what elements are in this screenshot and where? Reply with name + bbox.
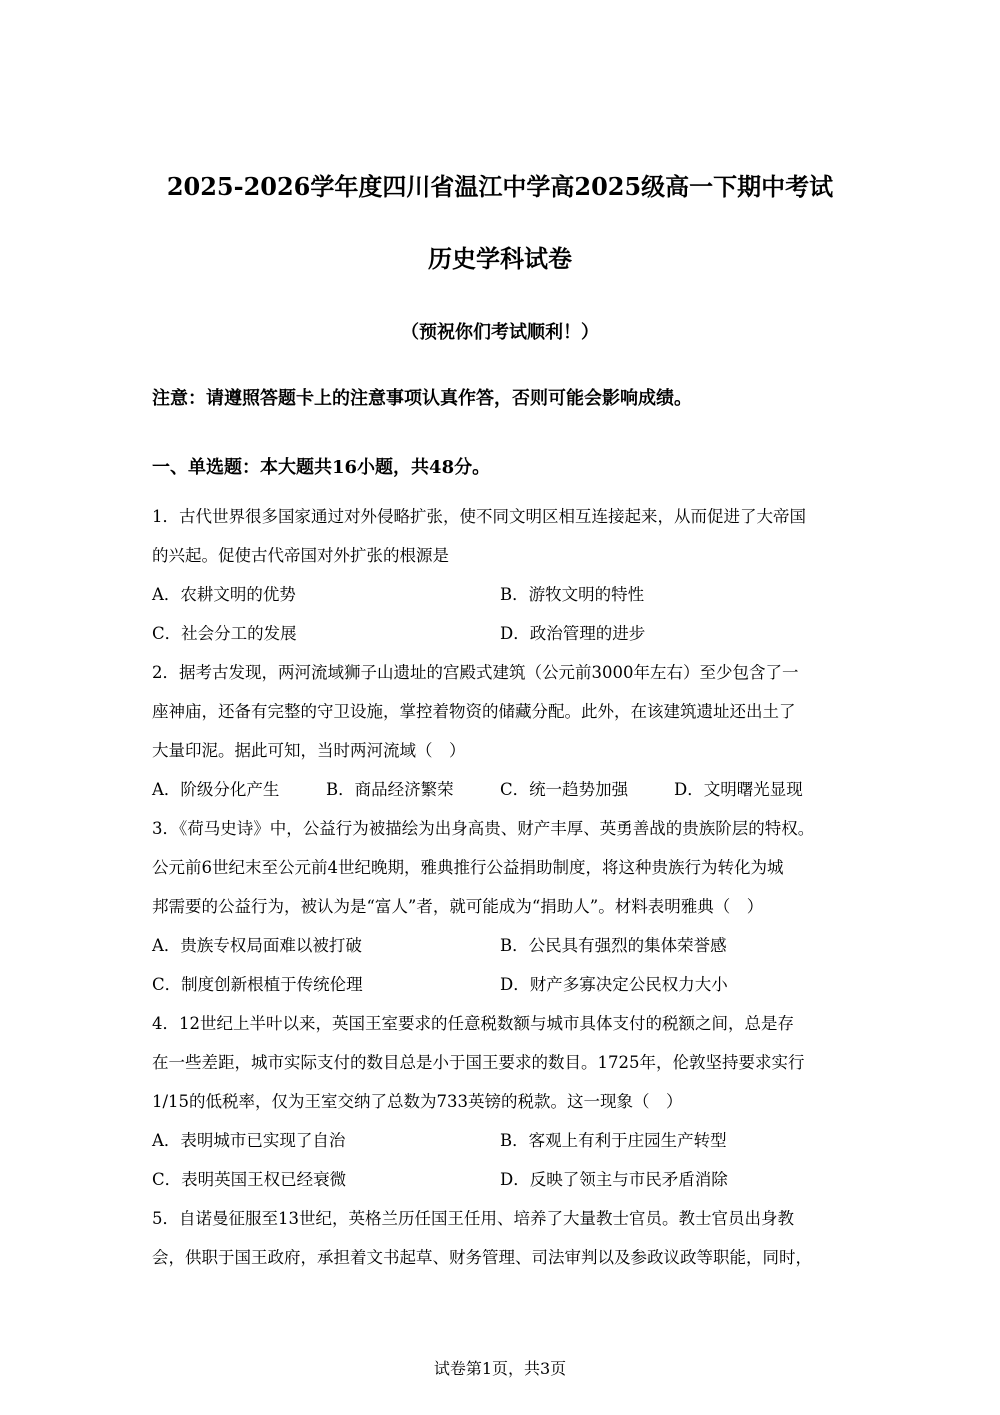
question-3-option-d: D．财产多寡决定公民权力大小 — [500, 975, 728, 994]
question-1-option-b: B．游牧文明的特性 — [500, 585, 645, 604]
question-4-option-a: A．表明城市已实现了自治 — [152, 1131, 346, 1150]
question-4-line-1: 4．12世纪上半叶以来，英国王室要求的任意税数额与城市具体支付的税额之间，总是存 — [152, 1014, 794, 1033]
exam-title-line1: 2025-2026学年度四川省温江中学高2025级高一下期中考试 — [166, 172, 834, 201]
question-2-line-3: 大量印泥。据此可知，当时两河流域（ ） — [152, 741, 466, 760]
question-5-line-2: 会，供职于国王政府，承担着文书起草、财务管理、司法审判以及参政议政等职能，同时， — [152, 1248, 812, 1267]
question-3-option-b: B．公民具有强烈的集体荣誉感 — [500, 936, 727, 955]
section-heading: 一、单选题：本大题共16小题，共48分。 — [152, 457, 491, 478]
question-2-line-2: 座神庙，还备有完整的守卫设施，掌控着物资的储藏分配。此外，在该建筑遗址还出土了 — [152, 702, 796, 721]
blessing-text: （预祝你们考试顺利！） — [401, 322, 599, 343]
notice-text: 注意：请遵照答题卡上的注意事项认真作答，否则可能会影响成绩。 — [152, 388, 692, 409]
question-2-option-a: A．阶级分化产生 — [152, 780, 280, 799]
question-2-option-c: C．统一趋势加强 — [500, 780, 629, 799]
question-1-option-d: D．政治管理的进步 — [500, 624, 646, 643]
question-3-option-c: C．制度创新根植于传统伦理 — [152, 975, 363, 994]
question-1-line-1: 1．古代世界很多国家通过对外侵略扩张，使不同文明区相互连接起来，从而促进了大帝国 — [152, 507, 806, 526]
question-3-line-2: 公元前6世纪末至公元前4世纪晚期，雅典推行公益捐助制度，将这种贵族行为转化为城 — [152, 858, 784, 877]
question-4-line-2: 在一些差距，城市实际支付的数目总是小于国王要求的数目。1725年，伦敦坚持要求实行 — [152, 1053, 805, 1072]
question-3-option-a: A．贵族专权局面难以被打破 — [152, 936, 362, 955]
question-2-line-1: 2．据考古发现，两河流域狮子山遗址的宫殿式建筑（公元前3000年左右）至少包含了一 — [152, 663, 799, 682]
page-footer: 试卷第1页，共3页 — [433, 1359, 567, 1378]
question-2-option-d: D．文明曙光显现 — [674, 780, 803, 799]
question-3-line-1: 3．《荷马史诗》中，公益行为被描绘为出身高贵、财产丰厚、英勇善战的贵族阶层的特权。 — [152, 819, 815, 838]
exam-title-line2: 历史学科试卷 — [428, 244, 572, 273]
question-4-line-3: 1/15的低税率，仅为王室交纳了总数为733英镑的税款。这一现象（ ） — [152, 1092, 683, 1111]
question-4-option-c: C．表明英国王权已经衰微 — [152, 1170, 347, 1189]
question-2-option-b: B．商品经济繁荣 — [326, 780, 454, 799]
question-1-line-2: 的兴起。促使古代帝国对外扩张的根源是 — [152, 546, 449, 565]
question-3-line-3: 邦需要的公益行为，被认为是“富人”者，就可能成为“捐助人”。材料表明雅典（ ） — [152, 897, 764, 916]
question-1-option-a: A．农耕文明的优势 — [152, 585, 296, 604]
question-1-option-c: C．社会分工的发展 — [152, 624, 297, 643]
question-4-option-b: B．客观上有利于庄园生产转型 — [500, 1131, 727, 1150]
question-5-line-1: 5．自诺曼征服至13世纪，英格兰历任国王任用、培养了大量教士官员。教士官员出身教 — [152, 1209, 794, 1228]
question-4-option-d: D．反映了领主与市民矛盾消除 — [500, 1170, 728, 1189]
